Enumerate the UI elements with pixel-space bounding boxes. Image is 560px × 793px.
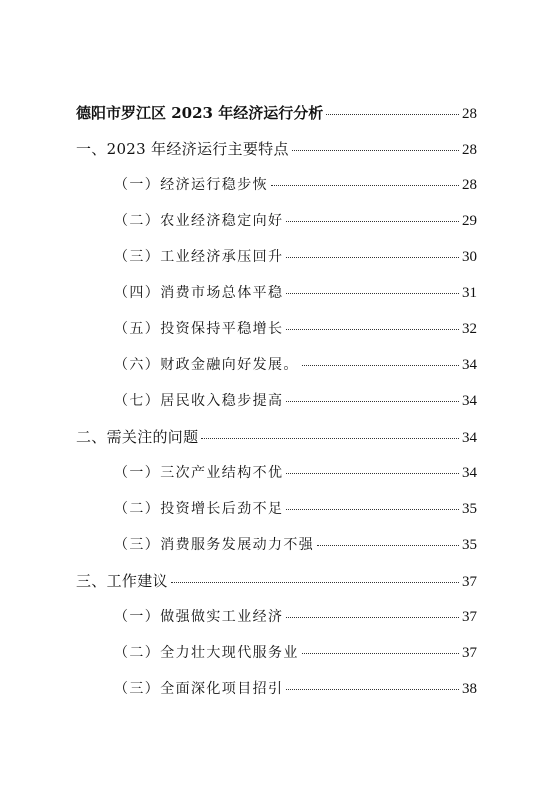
toc-entry[interactable]: [76, 643, 477, 679]
toc-dot-leader: [286, 401, 459, 402]
toc-entry[interactable]: [76, 355, 477, 391]
toc-page-number: 34: [462, 357, 477, 373]
toc-entry[interactable]: [76, 175, 477, 211]
toc-entry-title: （三）全面深化项目招引: [114, 681, 284, 697]
toc-entry-title: （四）消费市场总体平稳: [114, 285, 284, 301]
toc-entry[interactable]: [76, 211, 477, 247]
toc-entry-title: （五）投资保持平稳增长: [114, 321, 284, 337]
toc-dot-leader: [286, 689, 459, 690]
toc-dot-leader: [302, 365, 459, 366]
toc-page-number: 28: [462, 142, 477, 158]
toc-page-number: 38: [462, 681, 477, 697]
toc-page-number: 37: [462, 645, 477, 661]
toc-page-number: 31: [462, 285, 477, 301]
toc-entry[interactable]: [76, 607, 477, 643]
toc-entry[interactable]: [76, 463, 477, 499]
toc-entry-title: 一、2023 年经济运行主要特点: [76, 140, 289, 158]
toc-entry-title: 德阳市罗江区 2023 年经济运行分析: [76, 104, 324, 122]
toc-page-number: 35: [462, 501, 477, 517]
toc-entry[interactable]: [76, 391, 477, 427]
toc-entry[interactable]: [76, 103, 477, 139]
toc-dot-leader: [271, 185, 459, 186]
toc-dot-leader: [286, 617, 459, 618]
toc-entry-title: （七）居民收入稳步提高: [114, 393, 284, 409]
toc-page-number: 35: [462, 537, 477, 553]
toc-dot-leader: [201, 438, 459, 439]
toc-page-number: 34: [462, 430, 477, 446]
toc-entry-title: （三）消费服务发展动力不强: [114, 537, 315, 553]
toc-page-number: 32: [462, 321, 477, 337]
toc-entry[interactable]: [76, 679, 477, 715]
toc-dot-leader: [171, 582, 459, 583]
toc-entry-title: （二）农业经济稳定向好: [114, 213, 284, 229]
toc-dot-leader: [302, 653, 459, 654]
toc-page-number: 28: [462, 106, 477, 122]
toc-page-number: 30: [462, 249, 477, 265]
toc-entry-title: 二、需关注的问题: [76, 428, 199, 446]
toc-entry-title: （三）工业经济承压回升: [114, 249, 284, 265]
toc-entry[interactable]: [76, 535, 477, 571]
table-of-contents: [76, 103, 477, 715]
toc-page-number: 34: [462, 465, 477, 481]
toc-page-number: 28: [462, 177, 477, 193]
toc-entry-title: （二）投资增长后劲不足: [114, 501, 284, 517]
toc-dot-leader: [292, 150, 459, 151]
toc-entry[interactable]: [76, 247, 477, 283]
toc-dot-leader: [286, 257, 459, 258]
toc-entry-title: （一）经济运行稳步恢: [114, 177, 268, 193]
toc-page-number: 37: [462, 609, 477, 625]
toc-entry[interactable]: [76, 139, 477, 175]
toc-entry-title: （二）全力壮大现代服务业: [114, 645, 299, 661]
toc-dot-leader: [286, 329, 459, 330]
toc-entry[interactable]: [76, 571, 477, 607]
toc-entry[interactable]: [76, 283, 477, 319]
toc-page-number: 29: [462, 213, 477, 229]
toc-entry-title: （一）三次产业结构不优: [114, 465, 284, 481]
toc-page-number: 34: [462, 393, 477, 409]
toc-dot-leader: [317, 545, 459, 546]
toc-dot-leader: [286, 221, 459, 222]
toc-dot-leader: [286, 509, 459, 510]
toc-entry[interactable]: [76, 319, 477, 355]
toc-entry-title: （六）财政金融向好发展。: [114, 357, 299, 373]
toc-entry[interactable]: [76, 427, 477, 463]
toc-dot-leader: [286, 473, 459, 474]
toc-dot-leader: [286, 293, 459, 294]
toc-entry[interactable]: [76, 499, 477, 535]
toc-page-number: 37: [462, 574, 477, 590]
toc-entry-title: （一）做强做实工业经济: [114, 609, 284, 625]
toc-dot-leader: [326, 114, 459, 115]
toc-entry-title: 三、工作建议: [76, 572, 168, 590]
